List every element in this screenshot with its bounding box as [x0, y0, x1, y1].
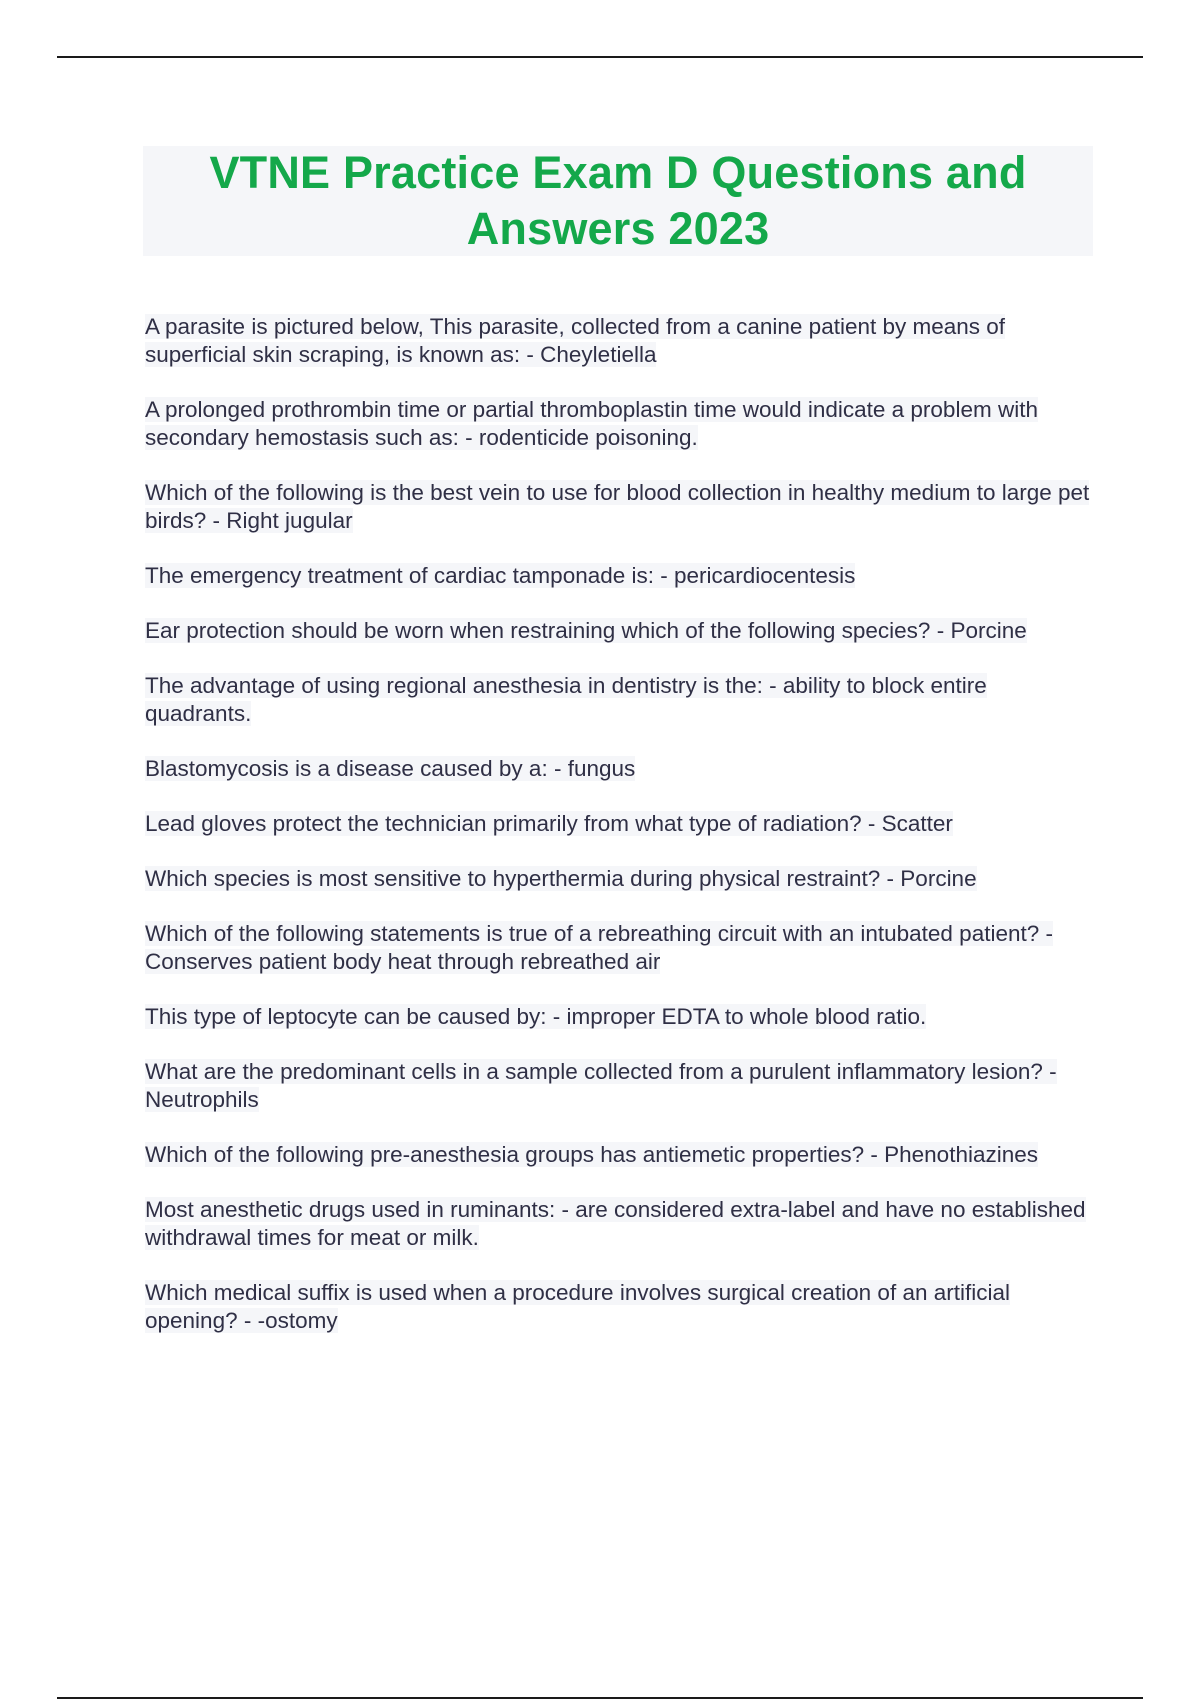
qa-item [145, 562, 1095, 590]
qa-text: Ear protection should be worn when restraining which of the following species? - Porcine [145, 618, 1027, 643]
qa-text: A prolonged prothrombin time or partial thromboplastin time would indicate a problem with secondary hemostasis such as: - rodenticide poisoning. [145, 397, 1038, 450]
qa-item [145, 479, 1095, 535]
qa-text: Which of the following pre-anesthesia groups has antiemetic properties? - Phenothiazines [145, 1142, 1039, 1167]
qa-item [145, 313, 1095, 369]
qa-text: Most anesthetic drugs used in ruminants: - are considered extra-label and have no established withdrawal times for meat or milk. [145, 1197, 1086, 1250]
qa-item [145, 1003, 1095, 1031]
top-rule [57, 56, 1143, 58]
document-title: VTNE Practice Exam D Questions and Answers 2023 [209, 147, 1027, 254]
qa-list [145, 313, 1095, 1362]
title-banner [143, 146, 1093, 256]
qa-text: The emergency treatment of cardiac tamponade is: - pericardiocentesis [145, 563, 856, 588]
qa-text: Which of the following statements is true of a rebreathing circuit with an intubated patient? - Conserves patient body heat through rebreathed air [145, 921, 1053, 974]
qa-item [145, 865, 1095, 893]
qa-text: Which medical suffix is used when a procedure involves surgical creation of an artificial opening? - -ostomy [145, 1280, 1010, 1333]
qa-text: A parasite is pictured below, This parasite, collected from a canine patient by means of superficial skin scraping, is known as: - Cheyletiella [145, 314, 1006, 367]
qa-item [145, 810, 1095, 838]
qa-text: What are the predominant cells in a sample collected from a purulent inflammatory lesion? - Neutrophils [145, 1059, 1057, 1112]
qa-item [145, 396, 1095, 452]
qa-item [145, 1058, 1095, 1114]
qa-text: Lead gloves protect the technician primarily from what type of radiation? - Scatter [145, 811, 953, 836]
qa-text: The advantage of using regional anesthesia in dentistry is the: - ability to block entire quadrants. [145, 673, 987, 726]
qa-item [145, 672, 1095, 728]
qa-item [145, 920, 1095, 976]
qa-text: Which species is most sensitive to hyperthermia during physical restraint? - Porcine [145, 866, 977, 891]
bottom-rule [57, 1697, 1143, 1699]
qa-item [145, 617, 1095, 645]
qa-item [145, 755, 1095, 783]
qa-text: Which of the following is the best vein to use for blood collection in healthy medium to large pet birds? - Right jugular [145, 480, 1090, 533]
qa-item [145, 1279, 1095, 1335]
qa-text: This type of leptocyte can be caused by: - improper EDTA to whole blood ratio. [145, 1004, 927, 1029]
qa-item [145, 1196, 1095, 1252]
qa-text: Blastomycosis is a disease caused by a: - fungus [145, 756, 636, 781]
qa-item [145, 1141, 1095, 1169]
